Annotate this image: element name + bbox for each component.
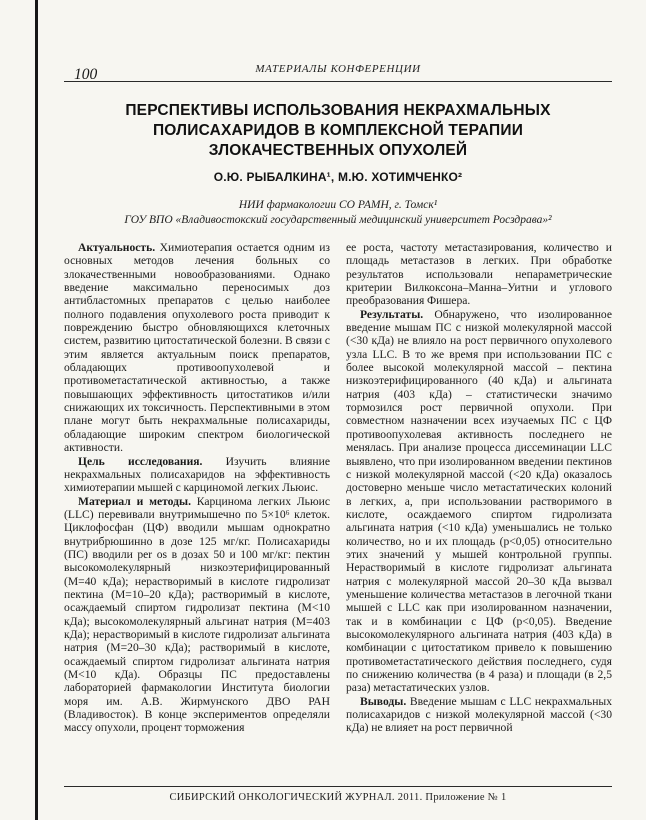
affiliations (64, 198, 612, 227)
authors-line: О.Ю. РЫБАЛКИНА¹, М.Ю. ХОТИМЧЕНКО² (213, 170, 463, 184)
page-number: 100 (74, 66, 98, 83)
article-body (64, 241, 612, 791)
article-title (64, 101, 612, 161)
paragraph: Выводы. Введение мышам с LLC некрахмальных полисахаридов с низкой молекулярной массой (<30 кДа) не влияет на рост первичной (346, 694, 612, 735)
running-head: МАТЕРИАЛЫ КОНФЕРЕНЦИИ (255, 63, 421, 75)
section-heading: Результаты. (360, 307, 424, 321)
scan-edge-line (35, 0, 38, 820)
article-title-line-3: ЗЛОКАЧЕСТВЕННЫХ ОПУХОЛЕЙ (208, 142, 468, 159)
article-title-line-1: ПЕРСПЕКТИВЫ ИСПОЛЬЗОВАНИЯ НЕКРАХМАЛЬНЫХ (125, 102, 551, 119)
paragraph: Материал и методы. Карцинома легких Льюис (LLC) перевивали внутримышечно по 5×10⁶ клеток. Циклофосфан (ЦФ) вводили мышам однократно внутрибрюшинно в дозе 125 мг/кг. Полисахариды (ПС) вводили per os в дозах 50 и 100 мг/кг: пектин высокомолекулярный низкоэтерифицированный (М=40 кДа); нерастворимый в кислоте гидролизат пектина (М=10–20 кДа); растворимый в кислоте, осаждаемый спиртом гидролизат пектина (М<10 кДа); высокомолекулярный альгинат натрия (М=403 кДа); нерастворимый в кислоте гидролизат альгината натрия (М=20–30 кДа); растворимый в кислоте, осаждаемый спиртом гидролизат альгината натрия (М<10 кДа). Образцы ПС предоставлены лабораторией фармакологии Института биологии моря им. А.В. Жирмунского ДВО РАН (Владивосток). В конце экспериментов определяли массу опухоли, процент торможения (64, 494, 330, 735)
text-column-left (64, 241, 330, 791)
affiliation-line-2: ГОУ ВПО «Владивостокский государственный медицинский университет Росздрава»² (124, 213, 552, 226)
affiliation-line-1: НИИ фармакологии СО РАМН, г. Томск¹ (238, 199, 438, 211)
section-heading: Актуальность. (78, 241, 156, 254)
header-divider (64, 81, 612, 82)
paragraph: Результаты. Обнаружено, что изолированное введение мышам ПС с низкой молекулярной массой (<30 кДа) не влияло на рост первичного опухолевого узла LLC. В то же время при использовании ПС с более высокой молекулярной массой – пектина низкоэтерифицированного (40 кДа) и альгината натрия (403 кДа) – статистически значимо тормозился рост первичной опухоли. При совместном назначении всех изучаемых ПС с ЦФ противоопухолевая активность последнего не менялась. При анализе процесса диссеминации LLC выявлено, что при изолированном введении пектинов с низкой молекулярной массой (<20 кДа) оказалось достоверно меньше число метастатических колоний в легких, а, при использовании растворимого в кислоте, осаждаемого спиртом гидролизата альгината натрия (<10 кДа) уменьшались не только количество, но и их площадь (р<0,05) относительно этих значений у мышей контрольной группы. Нерастворимый в кислоте гидролизат альгината натрия с молекулярной массой 20–30 кДа вызвал уменьшение количества метастазов в легочной ткани мышей с LLC как при изолированном назначении, так и в комбинации с ЦФ (р<0,05). Введение высокомолекулярного альгината натрия (403 кДа) в комбинации с цитостатиком привело к повышению противометастатического действия последнего, судя по снижению количества (в 4 раза) и площади (в 2,5 раза) метастатических узлов. (346, 307, 612, 695)
section-heading: Цель исследования. (78, 454, 203, 468)
footer-divider (64, 786, 612, 787)
text-column-right (346, 241, 612, 791)
paragraph: ее роста, частоту метастазирования, количество и площадь метастазов в легких. При обработке результатов использовали непараметрические критерии Вилкоксона–Манна–Уитни и углового преобразования Фишера. (346, 241, 612, 308)
section-heading: Выводы. (360, 694, 407, 708)
journal-footer: СИБИРСКИЙ ОНКОЛОГИЧЕСКИЙ ЖУРНАЛ. 2011. Приложение № 1 (169, 792, 507, 803)
paragraph: Актуальность. Химиотерапия остается одним из основных методов лечения больных со злокачественными новообразованиями. Однако введение максимально переносимых доз антибластомных препаратов с целью наиболее полного подавления опухолевого роста приводит к повреждению быстро обновляющихся клеточных систем, развитию цитостатической болезни. В связи с этим является актуальным поиск препаратов, обладающих противоопухолевой и противометастатической активностью, а также повышающих эффективность цитостатиков и/или снижающих их токсичность. Перспективными в этом плане могут быть некрахмальные полисахариды, обладающие широким спектром биологической активности. (64, 241, 330, 455)
article-title-line-2: ПОЛИСАХАРИДОВ В КОМПЛЕКСНОЙ ТЕРАПИИ (152, 122, 524, 139)
paragraph: Цель исследования. Изучить влияние некрахмальных полисахаридов на эффективность химиотерапии мышей с карциномой легких Льюис. (64, 454, 330, 495)
section-heading: Материал и методы. (78, 494, 191, 508)
